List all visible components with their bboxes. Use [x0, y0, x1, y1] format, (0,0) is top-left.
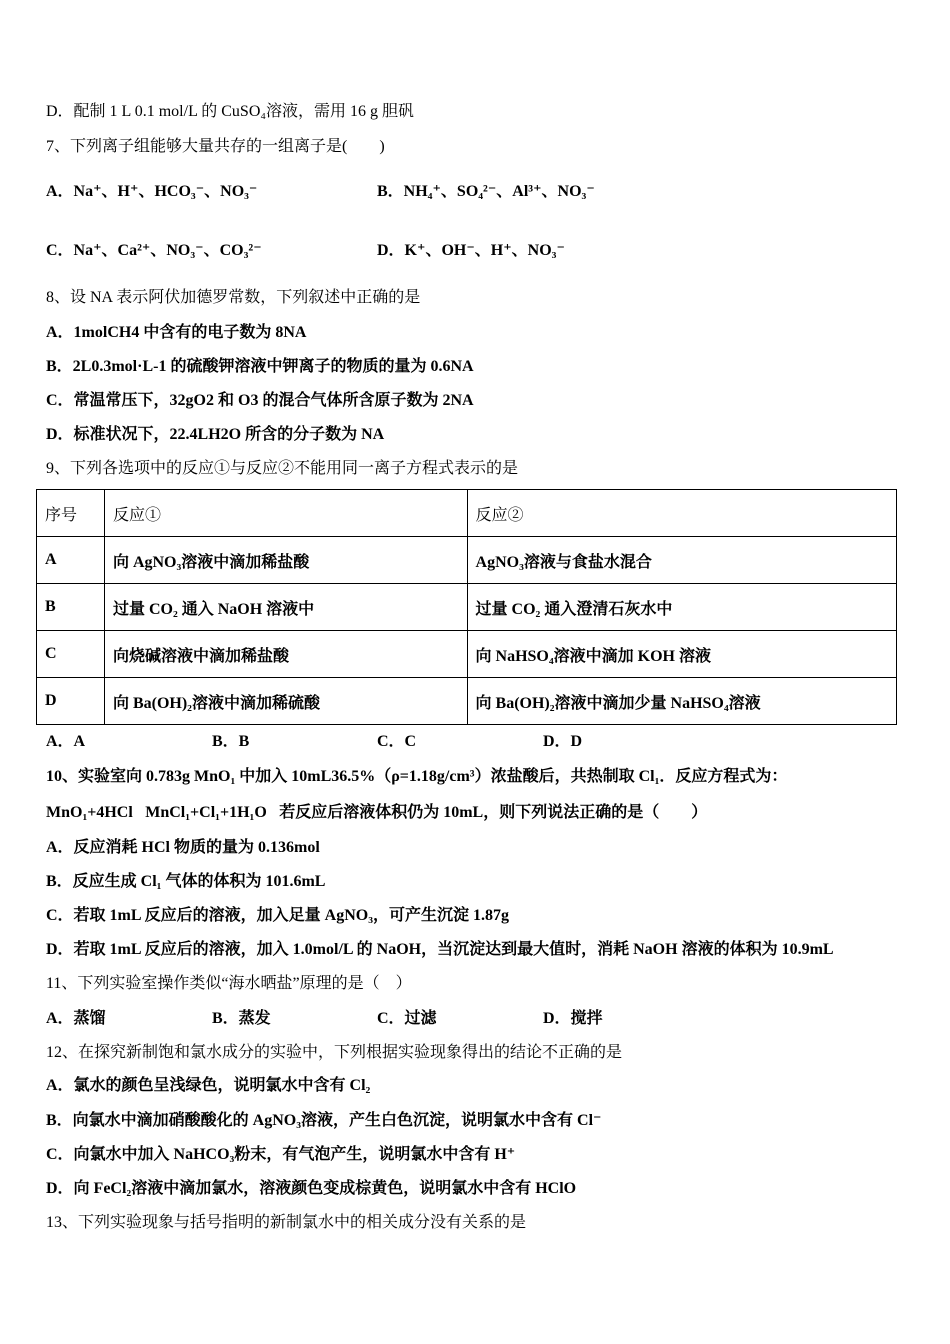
q11-option-d: D．搅拌: [543, 1010, 603, 1027]
table-row: [37, 584, 897, 631]
q11-stem: 11、下列实验室操作类似“海水晒盐”原理的是（ ）: [46, 975, 412, 992]
q8-option-d: D．标准状况下，22.4LH2O 所含的分子数为 NA: [46, 426, 385, 443]
q11-option-c: C．过滤: [377, 1010, 437, 1027]
table-row: [37, 537, 897, 584]
q8-stem: 8、设 NA 表示阿伏加德罗常数，下列叙述中正确的是: [46, 289, 421, 306]
q9-option-a: A．A: [46, 733, 86, 750]
q9-option-c: C．C: [377, 733, 417, 750]
q13-stem: 13、下列实验现象与括号指明的新制氯水中的相关成分没有关系的是: [46, 1214, 527, 1231]
q7-option-b: B．NH₄⁺、SO₄²⁻、Al³⁺、NO₃⁻: [377, 183, 595, 200]
reaction-table: [36, 489, 897, 725]
q10-stem-line2: MnO₁+4HCl MnCl₁+Cl₁+1H₁O，若反应后溶液体积仍为 10mL，则下列说法正确的是（ ）: [46, 804, 708, 821]
table-cell: 向烧碱溶液中滴加稀盐酸: [104, 631, 467, 678]
q10-option-c: C．若取 1mL 反应后的溶液，加入足量 AgNO₃，可产生沉淀 1.87g: [46, 907, 510, 924]
q10-option-d: D．若取 1mL 反应后的溶液，加入 1.0mol/L 的 NaOH，当沉淀达到最大值时，消耗 NaOH 溶液的体积为 10.9mL: [46, 941, 834, 958]
q10-option-a: A．反应消耗 HCl 物质的量为 0.136mol: [46, 839, 320, 856]
table-cell: D: [37, 678, 105, 725]
q12-stem: 12、在探究新制饱和氯水成分的实验中，下列根据实验现象得出的结论不正确的是: [46, 1044, 623, 1061]
q8-option-a: A．1molCH4 中含有的电子数为 8NA: [46, 324, 307, 341]
table-row: [37, 678, 897, 725]
table-cell: 向 NaHSO₄溶液中滴加 KOH 溶液: [467, 631, 896, 678]
q12-option-c: C．向氯水中加入 NaHCO₃粉末，有气泡产生，说明氯水中含有 H⁺: [46, 1146, 516, 1163]
q6-option-d: D．配制 1 L 0.1 mol/L 的 CuSO₄溶液，需用 16 g 胆矾: [46, 103, 414, 120]
q7-option-c: C．Na⁺、Ca²⁺、NO₃⁻、CO₃²⁻: [46, 242, 262, 259]
q12-option-b: B．向氯水中滴加硝酸酸化的 AgNO₃溶液，产生白色沉淀，说明氯水中含有 Cl⁻: [46, 1112, 602, 1129]
q12-option-a: A．氯水的颜色呈浅绿色，说明氯水中含有 Cl₂: [46, 1077, 371, 1094]
table-cell: 向 Ba(OH)₂溶液中滴加稀硫酸: [104, 678, 467, 725]
q10-option-b: B．反应生成 Cl₁ 气体的体积为 101.6mL: [46, 873, 326, 890]
table-cell: 向 Ba(OH)₂溶液中滴加少量 NaHSO₄溶液: [467, 678, 896, 725]
table-cell: C: [37, 631, 105, 678]
q10-stem-line1: 10、实验室向 0.783g MnO₁ 中加入 10mL36.5%（ρ=1.18g/cm³）浓盐酸后，共热制取 Cl₁．反应方程式为：: [46, 768, 788, 785]
table-cell: A: [37, 537, 105, 584]
table-cell: 向 AgNO₃溶液中滴加稀盐酸: [104, 537, 467, 584]
table-row: [37, 631, 897, 678]
table-cell: B: [37, 584, 105, 631]
q9-option-b: B．B: [212, 733, 250, 750]
table-cell: AgNO₃溶液与食盐水混合: [467, 537, 896, 584]
q7-option-a: A．Na⁺、H⁺、HCO₃⁻、NO₃⁻: [46, 183, 258, 200]
q7-stem: 7、下列离子组能够大量共存的一组离子是( ): [46, 138, 385, 155]
q8-option-b: B．2L0.3mol·L-1 的硫酸钾溶液中钾离子的物质的量为 0.6NA: [46, 358, 474, 375]
q8-option-c: C．常温常压下，32gO2 和 O3 的混合气体所含原子数为 2NA: [46, 392, 474, 409]
q7-option-d: D．K⁺、OH⁻、H⁺、NO₃⁻: [377, 242, 565, 259]
q9-stem: 9、下列各选项中的反应①与反应②不能用同一离子方程式表示的是: [46, 460, 519, 477]
table-header: 反应②: [467, 490, 896, 537]
table-header-row: [37, 490, 897, 537]
q9-option-d: D．D: [543, 733, 583, 750]
table-cell: 过量 CO₂ 通入澄清石灰水中: [467, 584, 896, 631]
table-cell: 过量 CO₂ 通入 NaOH 溶液中: [104, 584, 467, 631]
q11-option-a: A．蒸馏: [46, 1010, 106, 1027]
table-header: 反应①: [104, 490, 467, 537]
q12-option-d: D．向 FeCl₂溶液中滴加氯水，溶液颜色变成棕黄色，说明氯水中含有 HClO: [46, 1180, 577, 1197]
table-header: 序号: [37, 490, 105, 537]
q11-option-b: B．蒸发: [212, 1010, 271, 1027]
